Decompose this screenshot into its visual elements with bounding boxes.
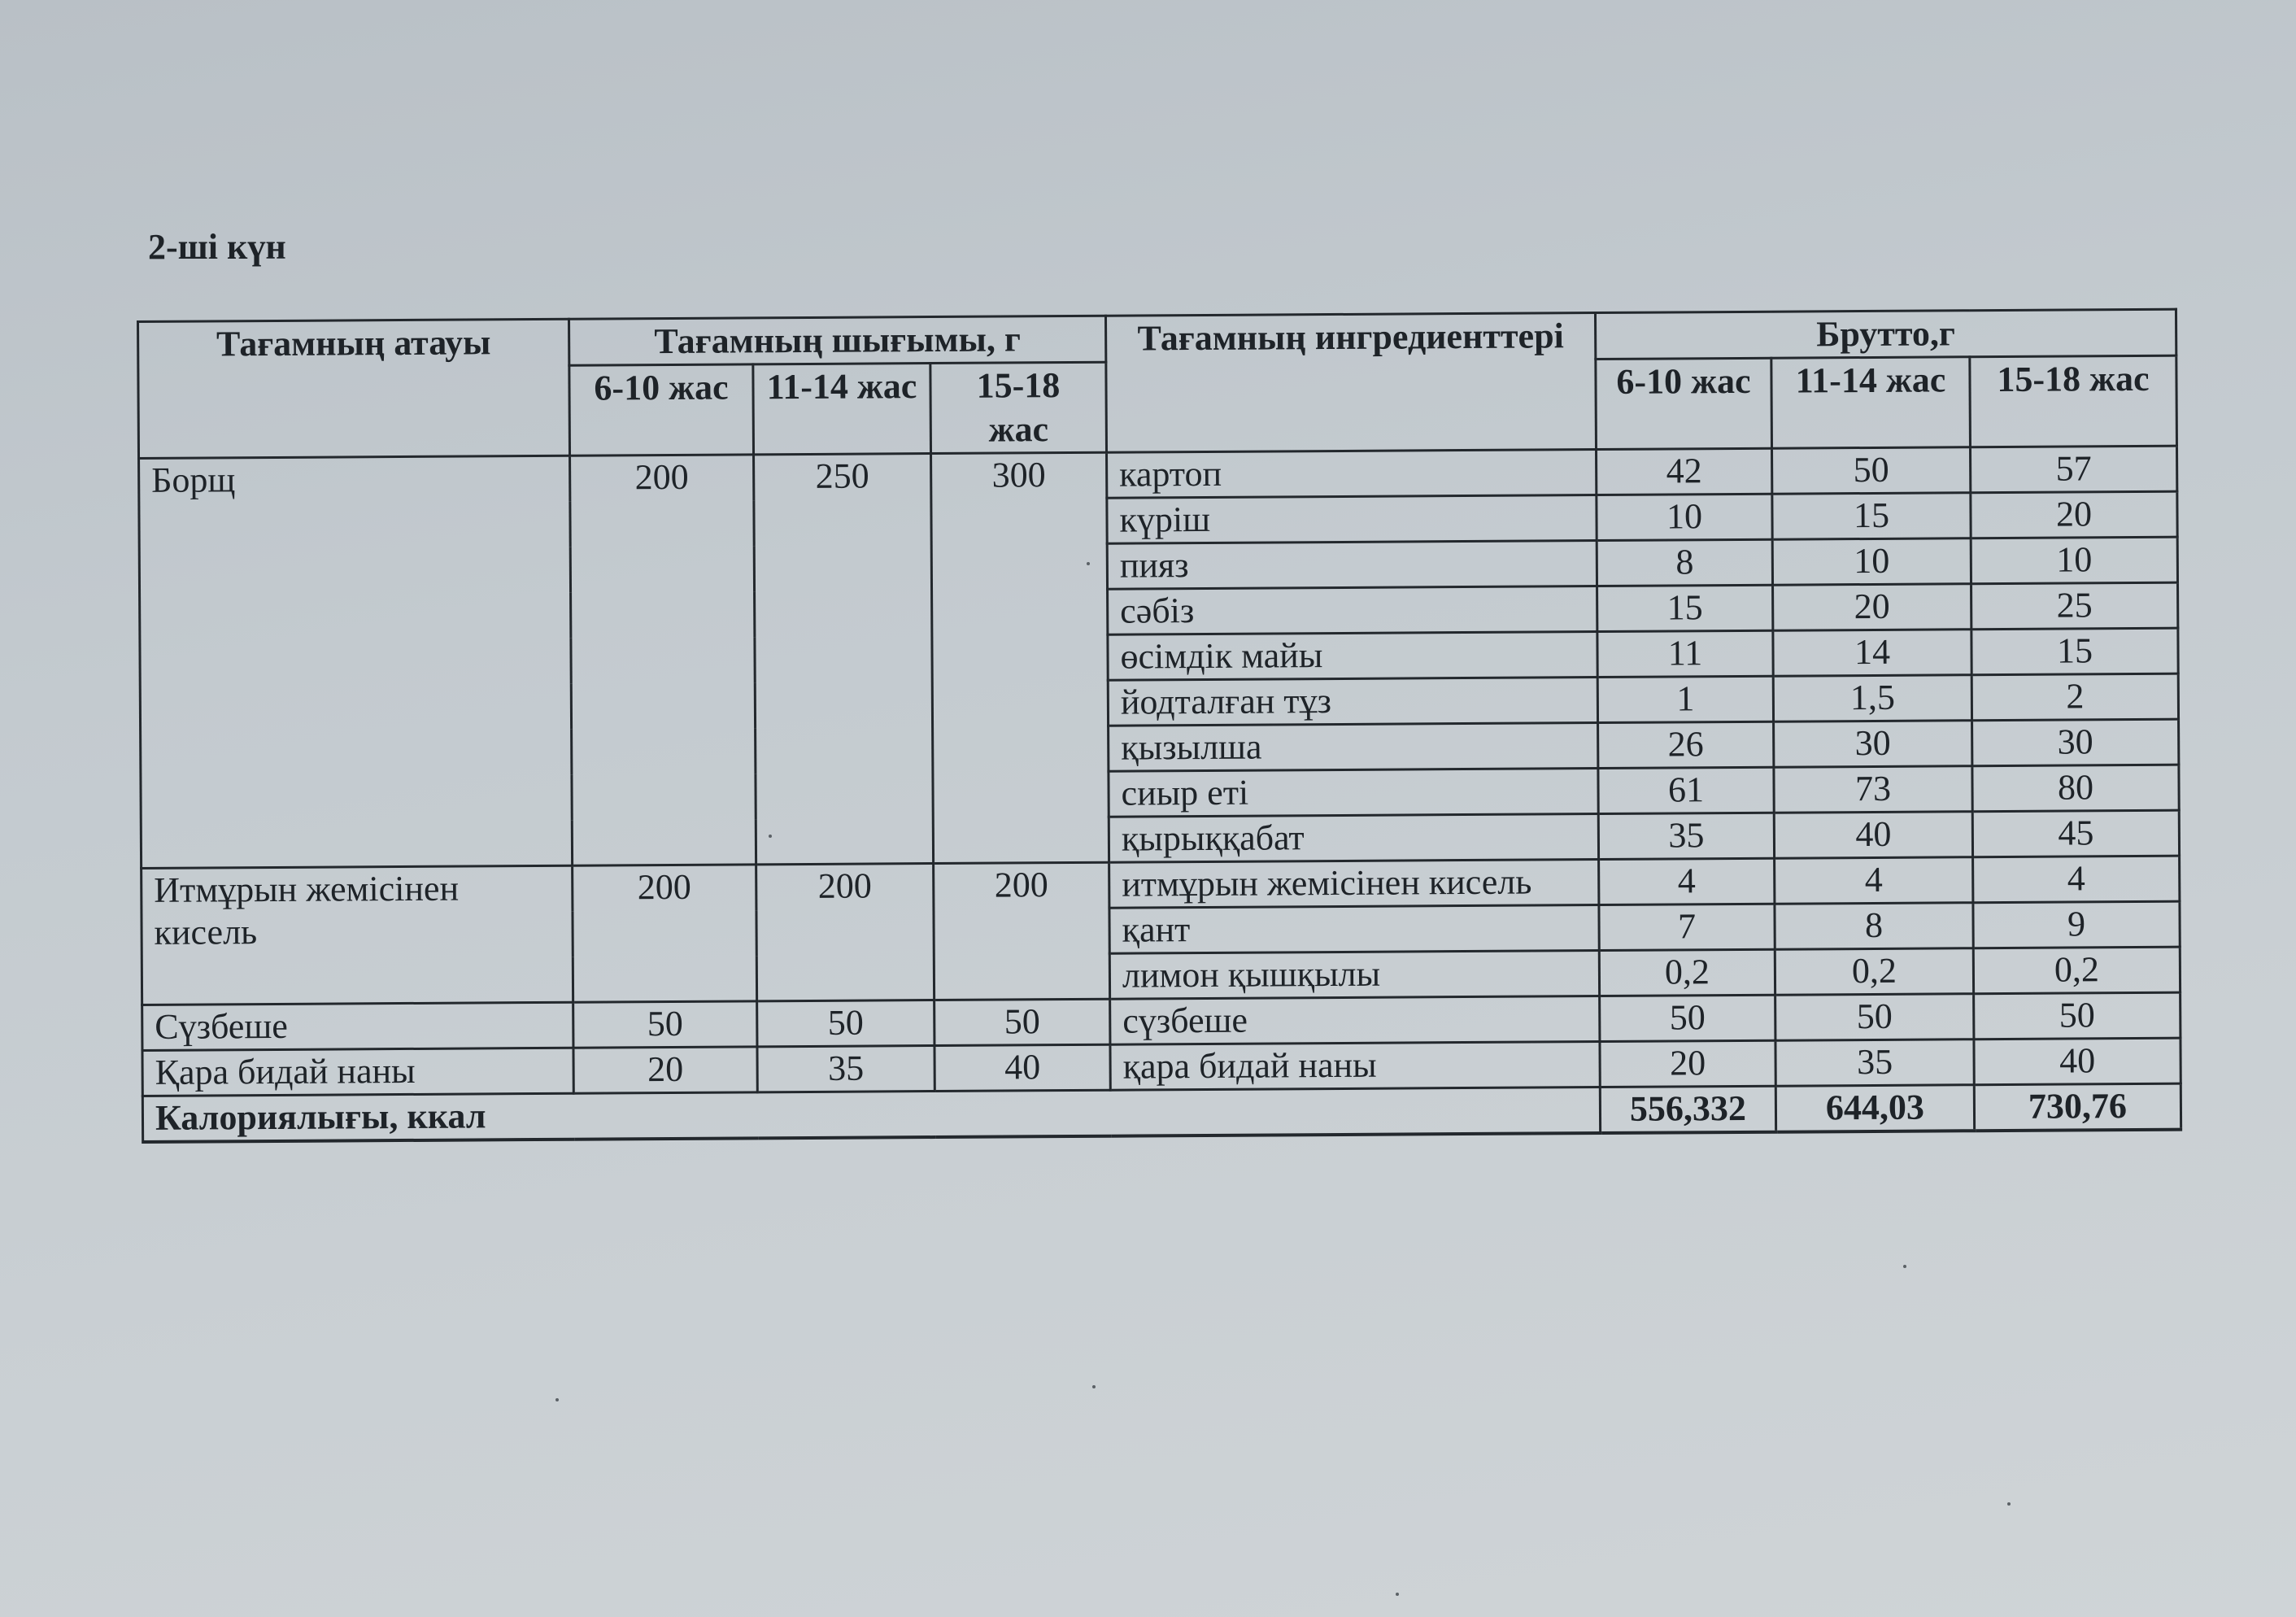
dish-output: 200 [573, 865, 757, 1002]
brutto-age-header: 15-18 жас [1970, 355, 2177, 447]
brutto-value: 50 [1974, 992, 2181, 1040]
dish-output: 200 [934, 862, 1110, 1000]
brutto-value: 15 [1772, 493, 1971, 539]
brutto-value: 50 [1775, 994, 1974, 1040]
brutto-value: 40 [1974, 1038, 2181, 1085]
dish-output: 200 [756, 864, 935, 1001]
dish-name: Борщ [139, 455, 573, 868]
total-value: 556,332 [1600, 1086, 1775, 1133]
brutto-value: 73 [1774, 766, 1972, 813]
brutto-value: 20 [1971, 491, 2177, 538]
ingredient-name: қант [1109, 905, 1599, 954]
brutto-value: 11 [1597, 630, 1773, 677]
dish-name: Итмұрын жемісінен кисель [142, 865, 573, 1005]
total-value: 644,03 [1775, 1085, 1974, 1132]
brutto-value: 4 [1775, 857, 1973, 904]
brutto-value: 20 [1773, 584, 1971, 630]
brutto-value: 0,2 [1599, 949, 1775, 996]
brutto-value: 10 [1971, 537, 2177, 584]
brutto-value: 45 [1972, 810, 2179, 857]
ingredients-header: Тағамның ингредиенттері [1105, 313, 1596, 453]
brutto-value: 50 [1771, 447, 1970, 494]
dish-output: 40 [935, 1044, 1110, 1091]
dish-output: 200 [570, 455, 756, 865]
brutto-value: 80 [1972, 765, 2179, 812]
brutto-value: 61 [1598, 767, 1774, 813]
output-header: Тағамның шығымы, г [569, 316, 1105, 365]
dish-name: Қара бидай наны [142, 1048, 573, 1096]
brutto-value: 40 [1774, 812, 1972, 858]
paper-speck [555, 1398, 559, 1401]
output-age-header: 11-14 жас [753, 364, 931, 455]
brutto-value: 9 [1973, 901, 2180, 948]
dish-output: 300 [931, 452, 1109, 863]
ingredient-name: күріш [1107, 495, 1597, 544]
brutto-value: 0,2 [1973, 947, 2180, 994]
ingredient-name: пияз [1107, 541, 1597, 590]
ingredient-name: итмұрын жемісінен кисель [1109, 860, 1599, 909]
brutto-value: 30 [1972, 719, 2179, 766]
table-header [138, 309, 2177, 458]
paper-speck [1092, 1385, 1096, 1388]
brutto-value: 35 [1775, 1040, 1974, 1086]
brutto-value: 7 [1599, 904, 1775, 950]
brutto-value: 30 [1774, 721, 1972, 767]
day-title: 2-ші күн [148, 227, 286, 267]
brutto-value: 2 [1971, 673, 2178, 721]
paper-speck [1903, 1265, 1906, 1268]
dish-output: 250 [754, 454, 934, 865]
table-body [139, 446, 2181, 1142]
ingredient-name: сиыр еті [1109, 769, 1598, 817]
brutto-age-header: 6-10 жас [1596, 358, 1772, 449]
brutto-value: 0,2 [1775, 948, 1973, 995]
brutto-header: Брутто,г [1595, 309, 2176, 359]
brutto-value: 42 [1597, 448, 1772, 495]
ingredient-name: сәбіз [1108, 586, 1597, 635]
output-age-header: 6-10 жас [569, 364, 754, 455]
paper-speck [1087, 562, 1090, 565]
brutto-value: 1,5 [1773, 675, 1971, 721]
ingredient-name: қырыққабат [1109, 814, 1598, 863]
brutto-value: 14 [1773, 630, 1971, 676]
ingredient-name: лимон қышқылы [1109, 951, 1599, 1000]
brutto-value: 8 [1775, 903, 1973, 949]
paper-speck [769, 835, 772, 838]
brutto-value: 15 [1971, 628, 2178, 675]
brutto-value: 26 [1598, 721, 1774, 768]
dish-output: 50 [757, 1000, 935, 1047]
brutto-value: 4 [1599, 858, 1775, 904]
ingredient-name: өсімдік майы [1108, 632, 1597, 681]
dish-name: Сүзбеше [142, 1002, 573, 1050]
paper-speck [1396, 1593, 1399, 1596]
ingredient-name: сүзбеше [1110, 996, 1600, 1045]
dish-name-header: Тағамның атауы [138, 319, 570, 458]
brutto-value: 35 [1598, 813, 1774, 859]
output-age-header: 15-18 жас [930, 362, 1107, 453]
brutto-value: 15 [1597, 585, 1773, 631]
dish-output: 35 [757, 1046, 935, 1092]
ingredient-name: картоп [1107, 450, 1597, 499]
menu-table [137, 308, 2182, 1144]
brutto-value: 4 [1973, 856, 2180, 903]
brutto-age-header: 11-14 жас [1771, 357, 1971, 448]
brutto-value: 10 [1597, 494, 1772, 540]
brutto-value: 50 [1600, 995, 1775, 1041]
brutto-value: 20 [1600, 1040, 1775, 1087]
brutto-value: 10 [1772, 538, 1971, 585]
dish-output: 50 [935, 999, 1110, 1045]
total-value: 730,76 [1974, 1083, 2181, 1131]
brutto-value: 57 [1970, 446, 2176, 493]
paper-speck [2007, 1502, 2011, 1506]
brutto-value: 25 [1971, 582, 2178, 630]
dish-output: 50 [573, 1001, 757, 1048]
total-label: Калориялығы, ккал [142, 1087, 1600, 1142]
brutto-value: 1 [1597, 676, 1773, 722]
brutto-value: 8 [1597, 539, 1772, 586]
ingredient-name: қара бидай наны [1110, 1042, 1600, 1091]
ingredient-name: қызылша [1109, 723, 1598, 772]
dish-output: 20 [573, 1047, 757, 1093]
ingredient-name: йодталған тұз [1108, 678, 1597, 726]
